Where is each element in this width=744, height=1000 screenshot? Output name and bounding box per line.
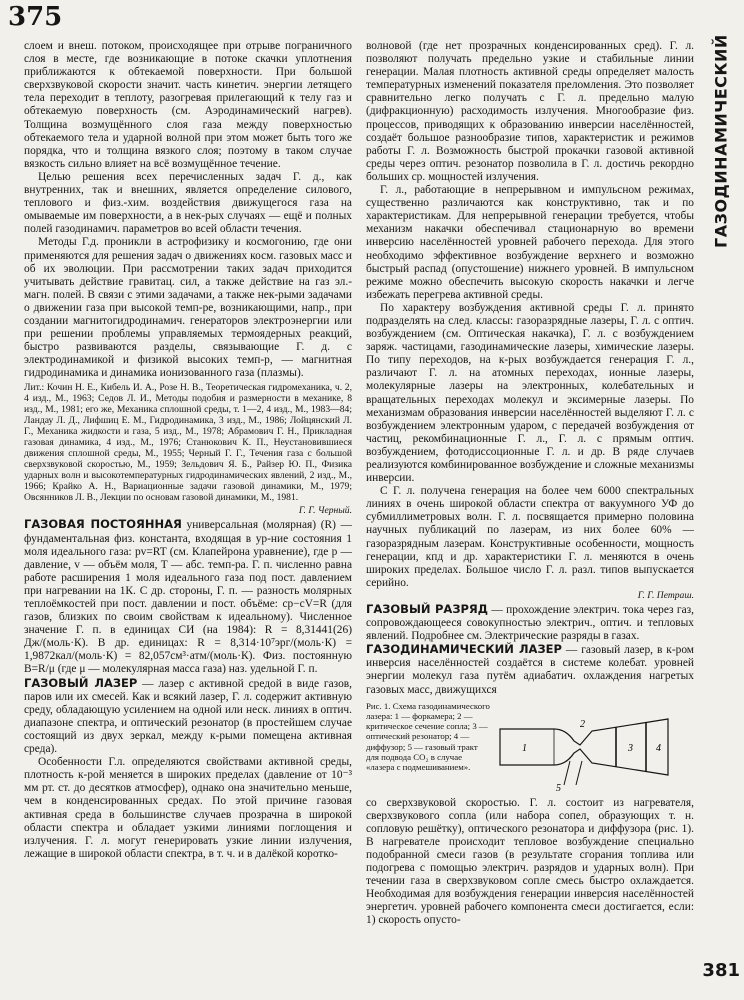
figure-label: 3 <box>628 742 633 754</box>
paragraph: слоем и внеш. потоком, происходящее при отрыве пограничного слоя в месте, где возникающие в потоке скачки уплотнения приближаются к обтекаемой поверхности. При большой сверхзвуковой скорости значит. часть кинетич. энергии летящего тела переходит в теплоту, разогревая прилегающий к телу газ и обтекаемую поверхность (см. Аэродинамический нагрев). Толщина возмущённого слоя газа между поверхностью обтекаемого тела и ударной волной при этом может быть того же порядка, что и толщина вязкого слоя; поэтому в таком случае вязкость сильно влияет на всё возмущённое течение. <box>24 40 352 170</box>
author-signature: Г. Г. Петраш. <box>637 589 694 601</box>
entry-gas-laser <box>24 677 352 757</box>
paragraph: С Г. л. получена генерация на более чем 6000 спектральных линиях в очень широкой области спектра от вакуумного УФ до субмиллиметровых волн. Г. л. посвящается примерно половина научных публикаций по лазерам, из них более 60% — газоразрядным лазерам. Конструктивные особенности, мощность генерации, кпд и др. характеристики Г. л. меняются в очень широких пределах. Большое число Г. л. разл. типов выпускается серийно. <box>366 485 694 589</box>
entry-body: — лазер с активной средой в виде газов, паров или их смесей. Как и всякий лазер, Г. л. содержит активную среду, обладающую усилением на одной или неск. линиях в оптич. диапазоне спектра, и оптический резонатор (в простейшем случае состоящий из двух зеркал, между к-рыми помещена активная среда). <box>24 677 352 756</box>
left-column <box>24 40 352 986</box>
entry-gasdynamic-laser <box>366 643 694 696</box>
figure-label: 5 <box>556 782 561 793</box>
page-number-left: 375 <box>8 2 63 32</box>
entry-headword: ГАЗОДИНАМИЧЕСКИЙ ЛАЗЕР <box>366 642 562 657</box>
page-number-right: 381 <box>702 960 740 981</box>
entry-body: — прохождение электрич. тока через газ, сопровождающееся совокупностью электрич., оптич. и тепловых явлений. Подробнее см. Электрические разряды в газах. <box>366 603 694 643</box>
laser-schematic <box>496 701 692 793</box>
figure-1 <box>366 701 694 793</box>
entry-headword: ГАЗОВЫЙ ЛАЗЕР <box>24 675 138 690</box>
paragraph: волновой (где нет прозрачных конденсированных сред). Г. л. позволяют получать предельно узкие и стабильные линии генерации. Малая плотность активной среды определяет малость температурных изменений показателя преломления. Это позволяет сравнительно легко получать с Г. л. предельно малую (дифракционную) расходимость излучения. Многообразие физ. процессов, приводящих к образованию инверсии населённостей, создаёт большое разнообразие типов, характеристик и режимов работы Г. л. Возможность быстрой прокачки газовой активной среды через оптич. резонатор позволила в Г. л. достичь рекордно больших ср. мощностей излучения. <box>366 40 694 183</box>
entry-headword: ГАЗОВАЯ ПОСТОЯННАЯ <box>24 517 182 532</box>
figure-label: 1 <box>522 742 527 754</box>
figure-label: 4 <box>656 742 661 754</box>
figure-label: 2 <box>580 718 585 730</box>
paragraph: со сверхзвуковой скоростью. Г. л. состоит из нагревателя, сверхзвукового сопла (или набора сопел, образующих т. н. сопловую решётку), оптического резонатора и диффузора (рис. 1). В нагревателе происходит тепловое возбуждение специально подобранной смеси газов (в результате сгорания топлива или подогрева с помощью электрич. разрядов и ударных волн). При течении газа в сверхзвуковом сопле смесь быстро охлаждается. Необходимая для возбуждения генерации инверсия населённостей энергетич. уровней рабочего компонента смеси достигается, если: 1) скорость опусто- <box>366 796 694 927</box>
author-signature: Г. Г. Черный. <box>298 505 352 517</box>
paragraph: Особенности Г.л. определяются свойствами активной среды, плотность к-рой меняется в широких пределах (давление от 10⁻³ мм рт. ст. до десятков атмосфер), однако она значительно меньше, чем в конденсированных средах. По этой причине газовая активная среда в большинстве случаев прозрачна в широкой области спектра и обладает узкими линиями поглощения и излучения. Г. л. могут генерировать узкие линии излучения, лежащие в широкой области спектра, в т. ч. и в далёкой коротко- <box>24 756 352 860</box>
literature-list: Лит.: Кочин Н. Е., Кибель И. А., Розе Н. В., Теоретическая гидромеханика, ч. 2, 4 изд., М., 1963; Седов Л. И., Методы подобия и размерности в механике, 8 изд., М., 1981; его же, Механика сплошной среды, т. 1—2, 4 изд., М., 1983—84; Ландау Л. Д., Лифшиц Е. М., Гидродинамика, 3 изд., М., 1986; Лойцянский Л. Г., Механика жидкости и газа, 5 изд., М., 1978; Абрамович Г. Н., Прикладная газовая динамика, 4 изд., М., 1976; Станюкович К. П., Неустановившиеся движения сплошной среды, М., 1955; Черный Г. Г., Течения газа с большой сверхзвуковой скоростью, М., 1959; Зельдович Я. Б., Райзер Ю. П., Физика ударных волн и высокотемпературных гидродинамических явлений, 2 изд., М., 1966; Крайко А. Н., Вариационные задачи газовой динамики, М., 1979; Овсянников Л. В., Лекции по основам газовой динамики, М., 1981. <box>24 382 352 504</box>
paragraph: Целью решения всех перечисленных задач Г. д., как внутренних, так и внешних, является определение силового, теплового и физ.-хим. воздействия движущегося газа на омываемые им поверхности, а в нек-рых случаях — ещё и полных полей газодинамич. параметров во всей области течения. <box>24 170 352 236</box>
paragraph: Методы Г.д. проникли в астрофизику и космогонию, где они применяются для решения задач о движениях косм. газовых масс и об их эволюции. При рассмотрении таких задач приходится учитывать действие гравитац. сил, а также действие на газ эл.-магн. полей. В связи с этими задачами, а также нек-рыми задачами о движении газа при высокой темп-ре, возникающими, напр., при создании магнитогидродинамич. генераторов электроэнергии или при решении проблемы управляемых термоядерных реакций, быстро развиваются разделы, связывающие Г. д. с электродинамикой и физикой высоких темп-р, — магнитная гидродинамика и динамика ионизованного газа (плазмы). <box>24 236 352 380</box>
entry-body: — газовый лазер, в к-ром инверсия населённостей создаётся в системе колебат. уровней энергии молекул газа путём адиабатич. охлаждения нагретых газовых масс, движущихся <box>366 644 694 696</box>
running-head: ГАЗОДИНАМИЧЕСКИЙ <box>711 34 731 248</box>
entry-headword: ГАЗОВЫЙ РАЗРЯД <box>366 601 489 616</box>
figure-caption: Рис. 1. Схема газодинамического лазера: 1 — форкамера; 2 — критическое сечение сопла; 3 — оптический резонатор; 4 — диффузор; 5 — газовый тракт для подвода CO₂ в случае «лазера с подмешиванием». <box>366 700 490 773</box>
paragraph: Г. л., работающие в непрерывном и импульсном режимах, существенно различаются как конструктивно, так и по характеристикам. Для непрерывной генерации требуется, чтобы механизм накачки обеспечивал стационарную во времени инверсию населённостей уровней рабочего перехода. Для этого необходимо эффективное возбуждение верхнего и возможно быстрый распад (опустошение) нижнего уровней. В импульсном режиме можно обеспечить высокую скорость накачки и легче избежать перегрева активной среды. <box>366 184 694 301</box>
entry-gas-discharge <box>366 603 694 643</box>
paragraph: По характеру возбуждения активной среды Г. л. принято подразделять на след. классы: газоразрядные лазеры, Г. л. с оптич. возбуждением (см. Оптическая накачка), Г. л. с возбуждением заряж. частицами, газодинамические лазеры, химические лазеры. По типу переходов, на к-рых возбуждается генерация Г. л., различают Г. л. на атомных переходах, ионные лазеры, молекулярные лазеры на электронных, колебательных и вращательных переходах молекул и эксимерные лазеры. По механизмам образования инверсии населённостей выделяют Г. л. с возбуждением электронным ударом, с передачей возбуждения от частиц, рекомбинационные Г. л., Г. л. с прямым оптич. возбуждением, фотодиссоционные Г. л. и др. В ряде случаев реализуются комбинированное возбуждение и сложные механизмы инверсии. <box>366 301 694 485</box>
entry-body: универсальная (молярная) (R) — фундаментальная физ. константа, входящая в ур-ние состояния 1 моля идеального газа: pv=RT (см. Клапейрона уравнение), где p — давление, v — объём моля, T — абс. темп-ра. Г. п. численно равна работе расширения 1 моля идеального газа под пост. давлением при нагревании на 1К. С др. стороны, Г. п. — разность молярных теплоёмкостей при пост. давлении и пост. объёме: cp−cV=R (для газов, близких по своим свойствам к идеальному). Численное значение Г. п. в единицах СИ (на 1984): R = 8,31441(26) Дж/(моль·К). В др. единицах: R = 8,314·10⁷эрг/(моль·К) = 1,9872кал/(моль·К) = 82,057см³·атм/(моль·К). Физ. постоянную B=R/μ (где μ — молекулярная масса газа) наз. удельной Г. п. <box>24 519 352 676</box>
right-column <box>366 40 694 986</box>
entry-gas-constant <box>24 518 352 676</box>
